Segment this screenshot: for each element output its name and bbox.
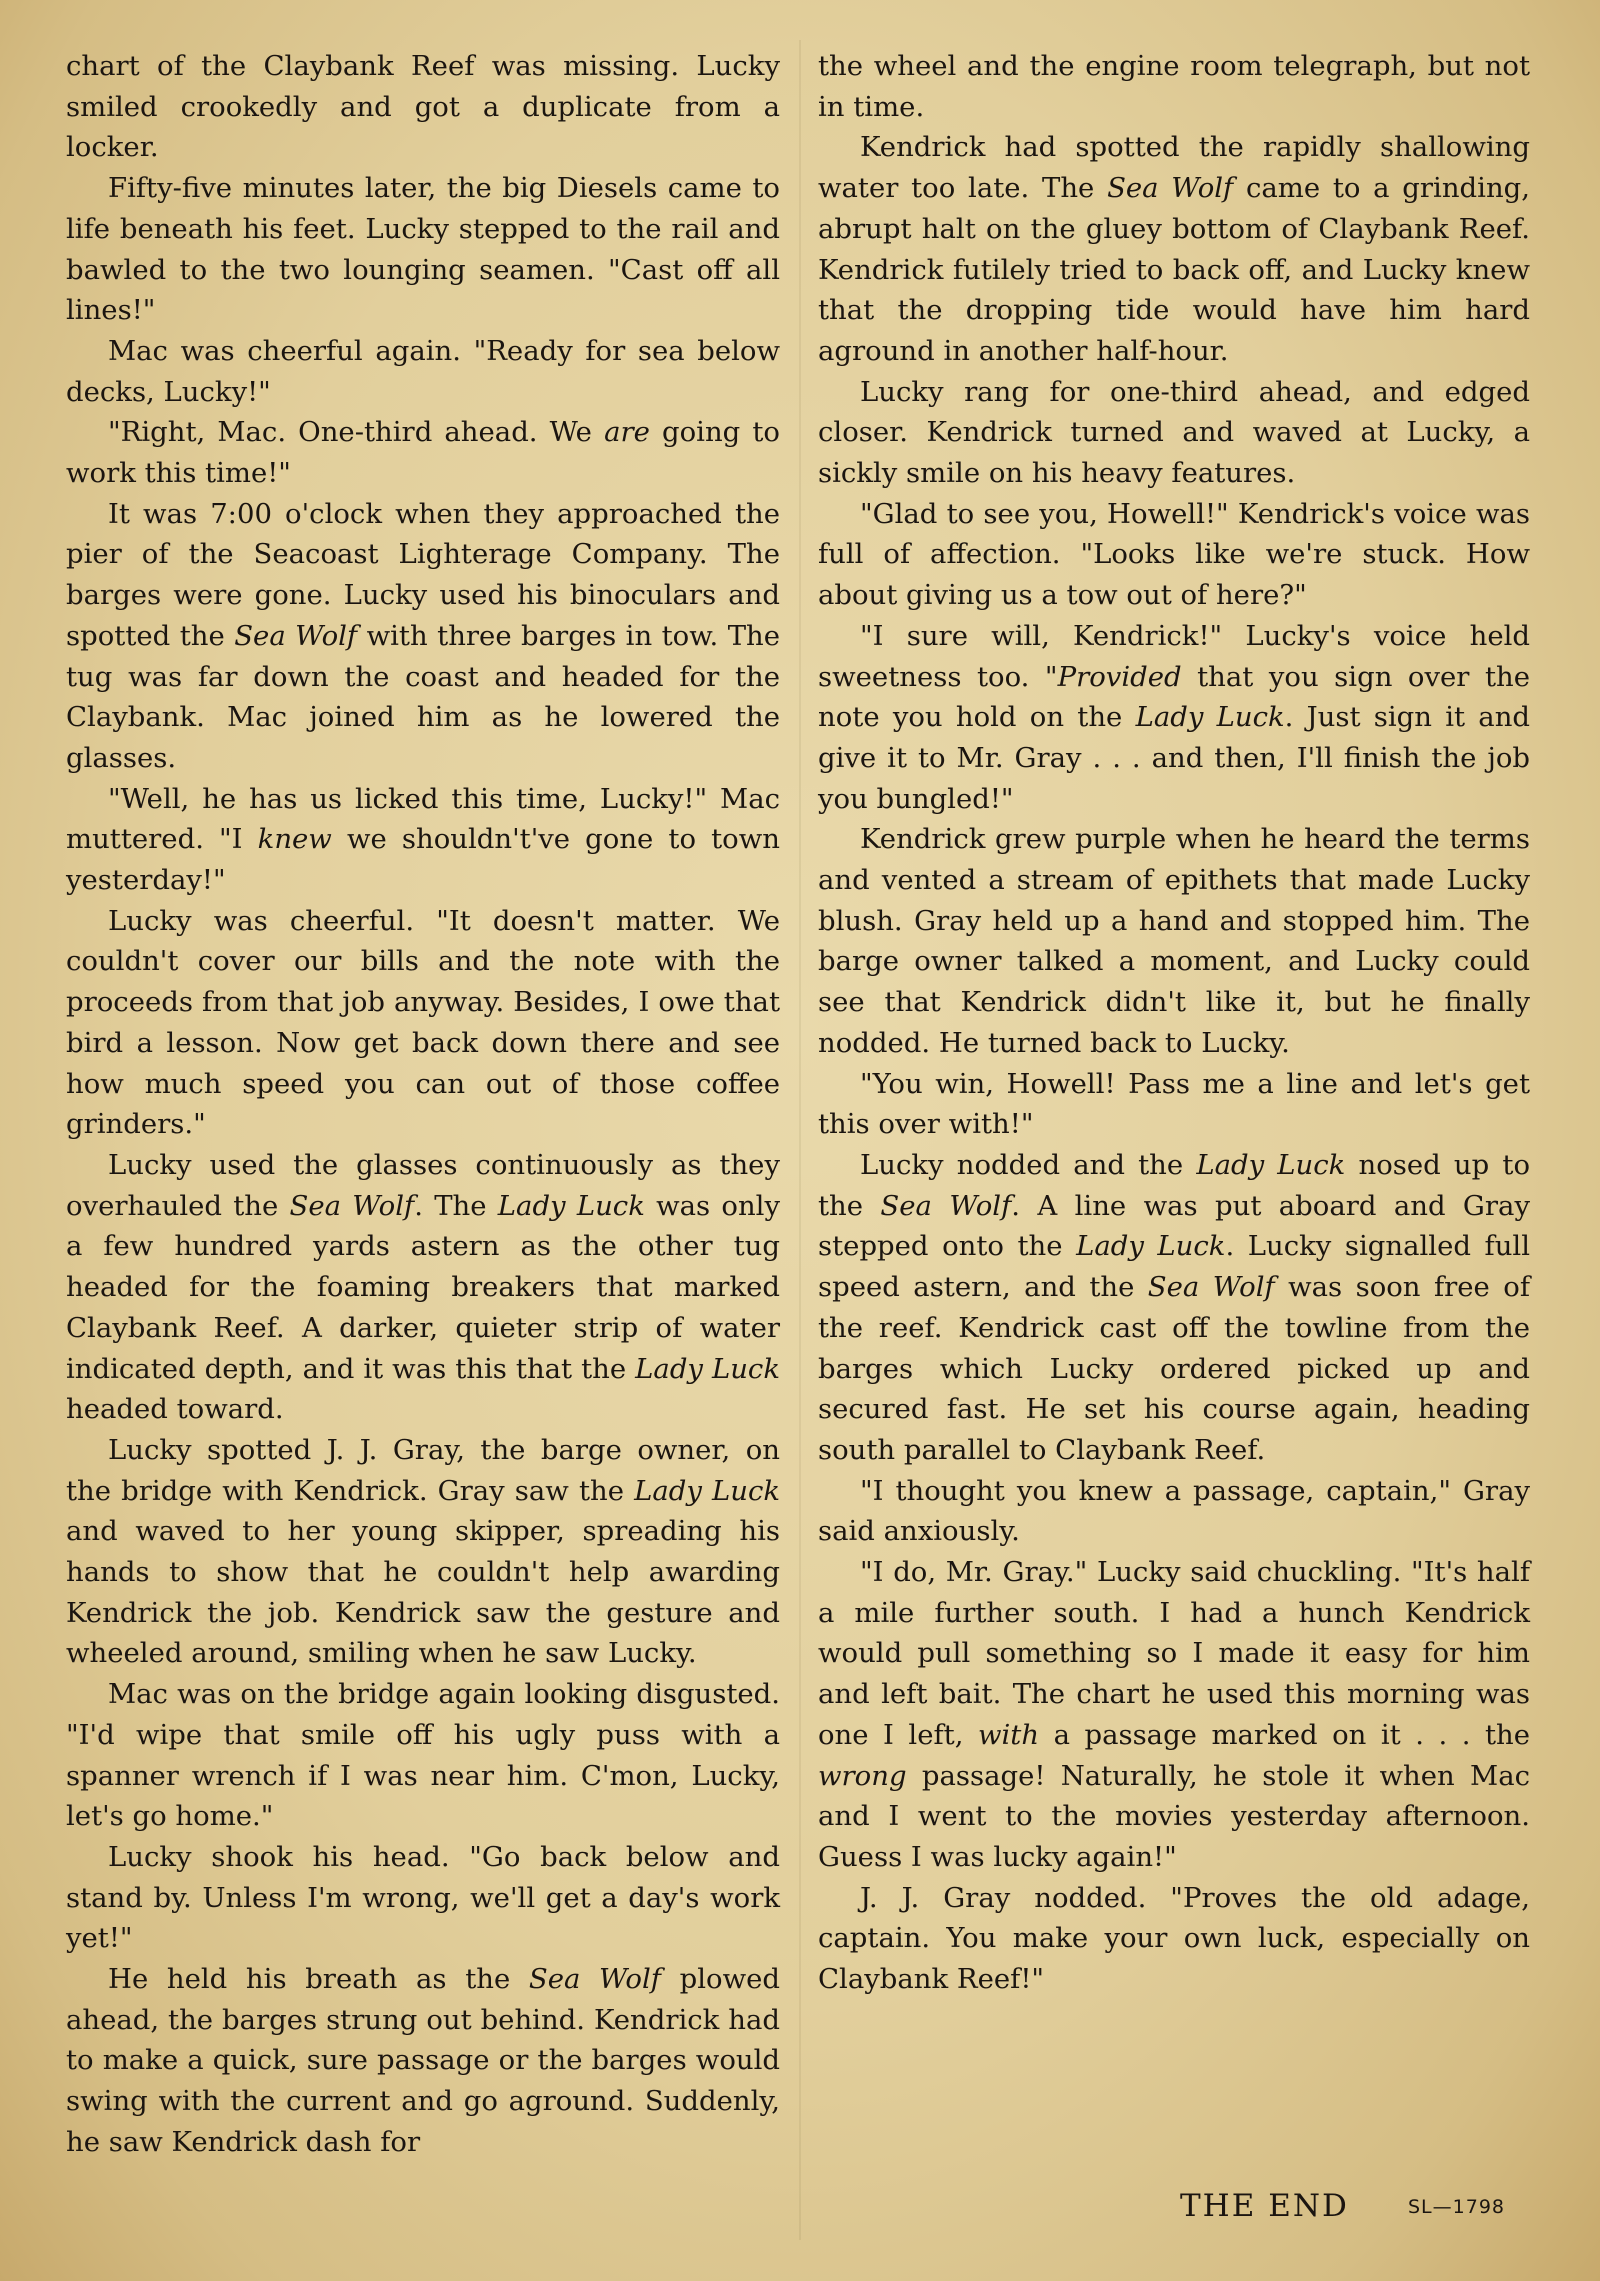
right-column <box>818 46 1530 2000</box>
text: headed toward. <box>66 1393 284 1426</box>
text: He held his breath as the <box>108 1963 529 1996</box>
text: Kendrick had spotted the rapidly shallowing water too late. The <box>818 131 1530 205</box>
emphasis: Sea Wolf <box>234 619 358 652</box>
emphasis: Sea Wolf <box>289 1189 415 1222</box>
paragraph <box>66 901 780 1145</box>
emphasis: Lady Luck <box>1135 701 1285 734</box>
paragraph <box>66 1145 780 1430</box>
text: Fifty-five minutes later, the big Diesels came to life beneath his feet. Lucky stepped to the rail and bawled to the two lounging seamen. "Cast off all lines!" <box>66 172 780 327</box>
emphasis: Lady Luck <box>635 1352 780 1385</box>
text: Lucky rang for one-third ahead, and edged closer. Kendrick turned and waved at Lucky, a sickly smile on his heavy features. <box>818 375 1530 490</box>
text: . Just sign it and give it to Mr. Gray . . . and then, I'll finish the job you bungled!" <box>818 701 1531 815</box>
paragraph <box>66 1959 780 2163</box>
text: Lucky shook his head. "Go back below and stand by. Unless I'm wrong, we'll get a day's work yet!" <box>66 1840 780 1955</box>
paragraph <box>818 1145 1530 1471</box>
text: Lucky was cheerful. "It doesn't matter. We couldn't cover our bills and the note with the proceeds from that job anyway. Besides, I owe that bird a lesson. Now get back down there and see how much speed you can out of those coffee grinders." <box>66 904 780 1141</box>
emphasis: with <box>977 1718 1040 1751</box>
text: that you sign over the note you hold on the <box>818 660 1530 734</box>
the-end-label: THE END <box>1180 2188 1349 2224</box>
column-gutter <box>799 40 801 2240</box>
text: a passage marked on it . . . the <box>1039 1718 1530 1751</box>
emphasis: Lady Luck <box>1076 1230 1226 1263</box>
text: plowed ahead, the barges strung out behind. Kendrick had to make a quick, sure passage or the barges would swing with the current and go aground. Suddenly, he saw Kendrick dash for <box>66 1963 780 2158</box>
text: Kendrick grew purple when he heard the terms and vented a stream of epithets that made Lucky blush. Gray held up a hand and stopped him. The barge owner talked a moment, and Lucky could see that Kendrick didn't like it, but he finally nodded. He turned back to Lucky. <box>818 823 1530 1059</box>
text: chart of the Claybank Reef was missing. Lucky smiled crookedly and got a duplicate from a locker. <box>66 50 780 164</box>
emphasis: are <box>604 416 650 449</box>
text: "Glad to see you, Howell!" Kendrick's voice was full of affection. "Looks like we're stuck. How about giving us a tow out of here?" <box>818 497 1530 612</box>
paragraph <box>66 1430 780 1674</box>
text: with three barges in tow. The tug was far down the coast and headed for the Claybank. Mac joined him as he lowered the glasses. <box>66 619 781 774</box>
emphasis: Lady Luck <box>634 1474 781 1507</box>
paragraph <box>66 1674 780 1837</box>
text: Lucky used the glasses continuously as they overhauled the <box>66 1148 780 1222</box>
text: Lucky spotted J. J. Gray, the barge owner, on the bridge with Kendrick. Gray saw the <box>66 1433 780 1507</box>
emphasis: Sea Wolf <box>1147 1271 1275 1304</box>
text: "I sure will, Kendrick!" Lucky's voice held sweetness too. " <box>818 619 1530 693</box>
emphasis: wrong <box>818 1759 907 1792</box>
text: "I do, Mr. Gray." Lucky said chuckling. "It's half a mile further south. I had a hunch Kendrick would pull something so I made it easy for him and left bait. The chart he used this morning was one I left, <box>818 1556 1530 1751</box>
paragraph <box>818 616 1530 820</box>
paragraph <box>66 494 780 779</box>
text: passage! Naturally, he stole it when Mac and I went to the movies yesterday afternoon. Guess I was lucky again!" <box>818 1759 1530 1873</box>
paragraph <box>818 372 1530 494</box>
paragraph <box>818 1552 1530 1878</box>
text: "Well, he has us licked this time, Lucky!" Mac muttered. "I <box>66 782 780 856</box>
text: "Right, Mac. One-third ahead. We <box>108 416 605 449</box>
paragraph <box>66 412 780 493</box>
emphasis: Lady Luck <box>1196 1148 1346 1181</box>
text: "You win, Howell! Pass me a line and let's get this over with!" <box>818 1067 1530 1141</box>
left-column <box>66 46 780 2163</box>
text: we shouldn't've gone to town yesterday!" <box>66 823 780 897</box>
text: was soon free of the reef. Kendrick cast off the towline from the barges which Lucky ordered picked up and secured fast. He set his course again, heading south parallel to Claybank Reef. <box>818 1271 1530 1466</box>
emphasis: Sea Wolf <box>528 1963 661 1996</box>
emphasis: knew <box>257 823 332 856</box>
text: nosed up to the <box>818 1148 1530 1222</box>
text: "I thought you knew a passage, captain," Gray said anxiously. <box>818 1474 1530 1548</box>
paragraph <box>818 819 1530 1063</box>
text: J. J. Gray nodded. "Proves the old adage, captain. You make your own luck, especially on Claybank Reef!" <box>818 1881 1530 1996</box>
paragraph <box>66 779 780 901</box>
paragraph <box>66 1837 780 1959</box>
text: . The <box>414 1189 498 1222</box>
paragraph <box>818 494 1530 616</box>
text: Lucky nodded and the <box>860 1148 1197 1181</box>
text: the wheel and the engine room telegraph, but not in time. <box>818 50 1530 123</box>
text: was only a few hundred yards astern as the other tug headed for the foaming breakers that marked Claybank Reef. A darker, quieter strip of water indicated depth, and it was this that the <box>66 1189 780 1385</box>
paragraph <box>66 331 780 412</box>
paragraph <box>66 168 780 331</box>
paragraph <box>818 1878 1530 2000</box>
paragraph <box>818 1064 1530 1145</box>
text: going to work this time!" <box>66 416 780 490</box>
emphasis: Lady Luck <box>497 1189 645 1222</box>
paragraph <box>818 46 1530 127</box>
text: and waved to her young skipper, spreading his hands to show that he couldn't help awarding Kendrick the job. Kendrick saw the gesture and wheeled around, smiling when he saw Lucky. <box>66 1515 780 1670</box>
text: It was 7:00 o'clock when they approached the pier of the Seacoast Lighterage Company. The barges were gone. Lucky used his binoculars and spotted the <box>66 497 780 652</box>
emphasis: Sea Wolf <box>1107 172 1234 205</box>
text: Mac was cheerful again. "Ready for sea below decks, Lucky!" <box>66 334 780 408</box>
text: came to a grinding, abrupt halt on the gluey bottom of Claybank Reef. Kendrick futilely tried to back off, and Lucky knew that the dropping tide would have him hard aground in another half-hour. <box>818 172 1530 367</box>
paragraph <box>818 1471 1530 1552</box>
paragraph <box>66 46 780 168</box>
text: Mac was on the bridge again looking disgusted. "I'd wipe that smile off his ugly puss with a spanner wrench if I was near him. C'mon, Lucky, let's go home." <box>66 1678 780 1833</box>
text: . Lucky signalled full speed astern, and the <box>818 1230 1530 1304</box>
emphasis: Provided <box>1057 660 1182 693</box>
emphasis: Sea Wolf <box>880 1189 1012 1222</box>
story-code: SL—1798 <box>1408 2196 1505 2218</box>
text: . A line was put aboard and Gray stepped onto the <box>818 1189 1530 1263</box>
paragraph <box>818 127 1530 371</box>
